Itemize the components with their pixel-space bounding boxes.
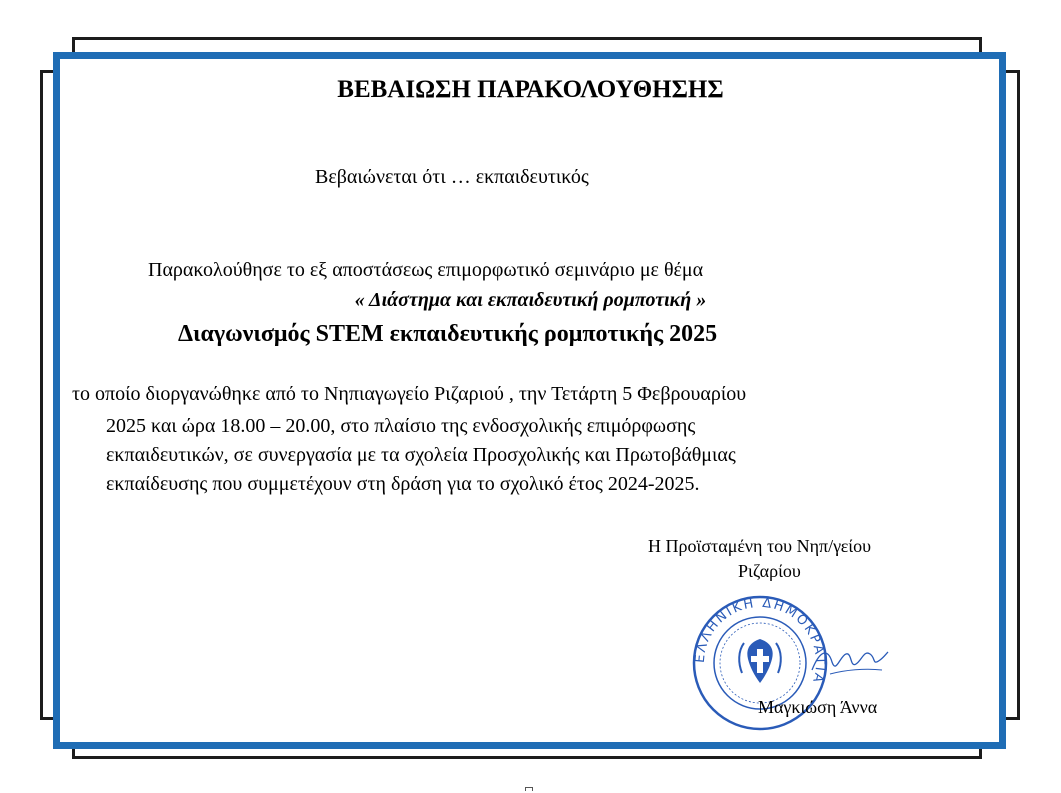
page-marker [525,787,533,791]
signatory-role-line2: Ριζαρίου [738,561,801,581]
stamp-text: ΕΛΛΗΝΙΚΗ ΔΗΜΟΚΡΑΤΙΑ [692,595,828,686]
handwritten-signature-icon [810,640,890,680]
body-line-4: εκπαίδευσης που συμμετέχουν στη δράση για το σχολικό έτος 2024-2025. [106,473,700,495]
seminar-topic: « Διάστημα και εκπαιδευτική ρομποτική » [354,289,707,311]
body-line-3: εκπαιδευτικών, σε συνεργασία με τα σχολεία Προσχολικής και Πρωτοβάθμιας [106,444,736,466]
signer-name: Μαγκιώση Άννα [758,697,878,717]
certify-line: Βεβαιώνεται ότι … εκπαιδευτικός [315,166,589,188]
body-line-1: το οποίο διοργανώθηκε από το Νηπιαγωγείο Ριζαριού , την Τετάρτη 5 Φεβρουαρίου [72,383,747,405]
intro-line: Παρακολούθησε το εξ αποστάσεως επιμορφωτικό σεμινάριο με θέμα [148,259,704,281]
body-paragraph [106,412,946,499]
contest-title: Διαγωνισμός STEM εκπαιδευτικής ρομποτικής 2025 [178,321,718,347]
certificate-title: ΒΕΒΑΙΩΣΗ ΠΑΡΑΚΟΛΟΥΘΗΣΗΣ [337,76,724,103]
coat-of-arms-icon [739,639,781,683]
signatory-role-line1: Η Προϊσταμένη του Νηπ/γείου [648,536,872,556]
body-line-2: 2025 και ώρα 18.00 – 20.00, στο πλαίσιο της ενδοσχολικής επιμόρφωσης [106,415,696,437]
